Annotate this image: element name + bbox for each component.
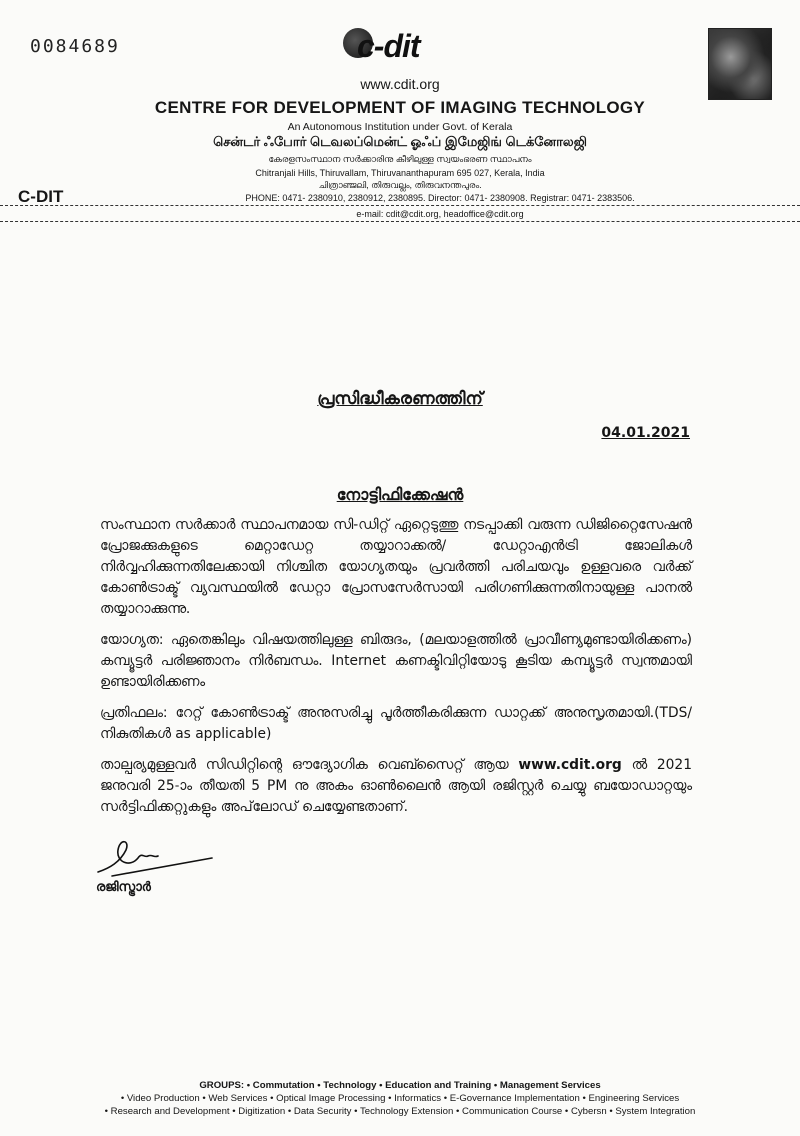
notification-date: 04.01.2021 (601, 425, 690, 441)
address-malayalam: ചിത്രാഞ്ജലി, തിരുവല്ലം, തിരുവനന്തപുരം. (318, 180, 482, 190)
header-website: www.cdit.org (360, 76, 440, 92)
address-english: Chitranjali Hills, Thiruvallam, Thiruvananthapuram 695 027, Kerala, India (255, 168, 545, 178)
registration-text-end: ൽ 2021 ജനുവരി 25-ാം തീയതി 5 PM നു അകം ഓൺലൈൻ ആയി രജിസ്റ്റർ ചെയ്യു ബയോഡാറ്റയും സർട്ടിഫിക്കറ്റുകളും അപ്‌ലോഡ് ചെയ്യേണ്ടതാണ്. (100, 757, 692, 815)
registration-text-start: താല്പര്യമുള്ളവർ സിഡിറ്റിന്റെ ഔദ്യോഗിക വെബ്സൈറ്റ് ആയ (100, 757, 519, 773)
notification-heading: നോട്ടിഫിക്കേഷൻ (336, 485, 464, 504)
organization-subtitle-malayalam: കേരളസംസ്ഥാന സർക്കാരിനു കീഴിലുള്ള സ്വയംഭരണ സ്ഥാപനം (268, 154, 532, 164)
contact-email: e-mail: cdit@cdit.org, headoffice@cdit.org (356, 209, 524, 219)
cdit-logo (335, 20, 455, 72)
website-link[interactable]: www.cdit.org (518, 757, 622, 773)
document-serial-number: 0084689 (30, 36, 120, 57)
cdit-label: C-DIT (18, 187, 64, 206)
phone-numbers: PHONE: 0471- 2380910, 2380912, 2380895. Director: 0471- 2380908. Registrar: 0471- 2383506. (245, 193, 635, 203)
paragraph-announcement: സംസ്ഥാന സർക്കാർ സ്ഥാപനമായ സി-ഡിറ്റ് ഏറ്റെടുത്തു നടപ്പാക്കി വരുന്ന ഡിജിറ്റൈസേഷൻ പ്രോജക്കുകളുടെ മെറ്റാഡേറ്റ തയ്യാറാക്കൽ/ ഡേറ്റാഎൻട്രി ജോലികൾ നിർവ്വഹിക്കുന്നതിലേക്കായി നിശ്ചിത യോഗ്യതയും പ്രവർത്തി പരിചയവും ഉള്ളവരെ വർക്ക് കോൺട്രാക്ട് വ്യവസ്ഥയിൽ ഡേറ്റാ പ്രോസസേർസായി പരിഗണിക്കുന്നതിനായുള്ള പാനൽ തയ്യാറാക്കുന്നു. (100, 517, 692, 617)
logo-text: c-dit (357, 28, 420, 64)
organization-name: CENTRE FOR DEVELOPMENT OF IMAGING TECHNOLOGY (154, 98, 646, 117)
paragraph-qualification: യോഗ്യത: ഏതെങ്കിലും വിഷയത്തിലുള്ള ബിരുദം, (മലയാളത്തിൽ പ്രാവീണ്യമുണ്ടായിരിക്കണം) കമ്പ്യൂട്ടർ പരിജ്ഞാനം നിർബന്ധം. Internet കണക്ടിവിറ്റിയോടു കൂടിയ കമ്പ്യൂട്ടർ സ്വന്തമായി ഉണ്ടായിരിക്കണം (100, 632, 692, 690)
registrar-signature (90, 828, 220, 888)
header-divider-top (0, 205, 800, 206)
registrar-label: രജിസ്ട്രാർ (96, 880, 151, 895)
footer-services-1: • Video Production • Web Services • Optical Image Processing • Informatics • E-Governance Implementation • Engineering Services (120, 1093, 680, 1104)
footer-services-2: • Research and Development • Digitization • Data Security • Technology Extension • Communication Course • Cybersn • System Integration (104, 1106, 696, 1117)
paragraph-registration (100, 755, 692, 818)
footer-groups: GROUPS: • Commutation • Technology • Education and Training • Management Services (199, 1080, 601, 1091)
publish-heading: പ്രസിദ്ധീകരണത്തിന് (317, 389, 483, 409)
corner-photo (708, 28, 772, 100)
paragraph-remuneration: പ്രതിഫലം: റേറ്റ് കോൺട്രാക്ട് അനുസരിച്ചു പൂർത്തീകരിക്കുന്ന ഡാറ്റക്ക് അനുസൃതമായി.(TDS/ നികുതികൾ as applicable) (100, 705, 692, 742)
organization-subtitle: An Autonomous Institution under Govt. of Kerala (287, 121, 513, 133)
header-divider-bottom (0, 221, 800, 222)
organization-name-regional: சென்டர் ஃபோர் டெவலப்மென்ட் ஓஃப் இமேஜிங் டெக்னோலஜி (213, 134, 587, 149)
